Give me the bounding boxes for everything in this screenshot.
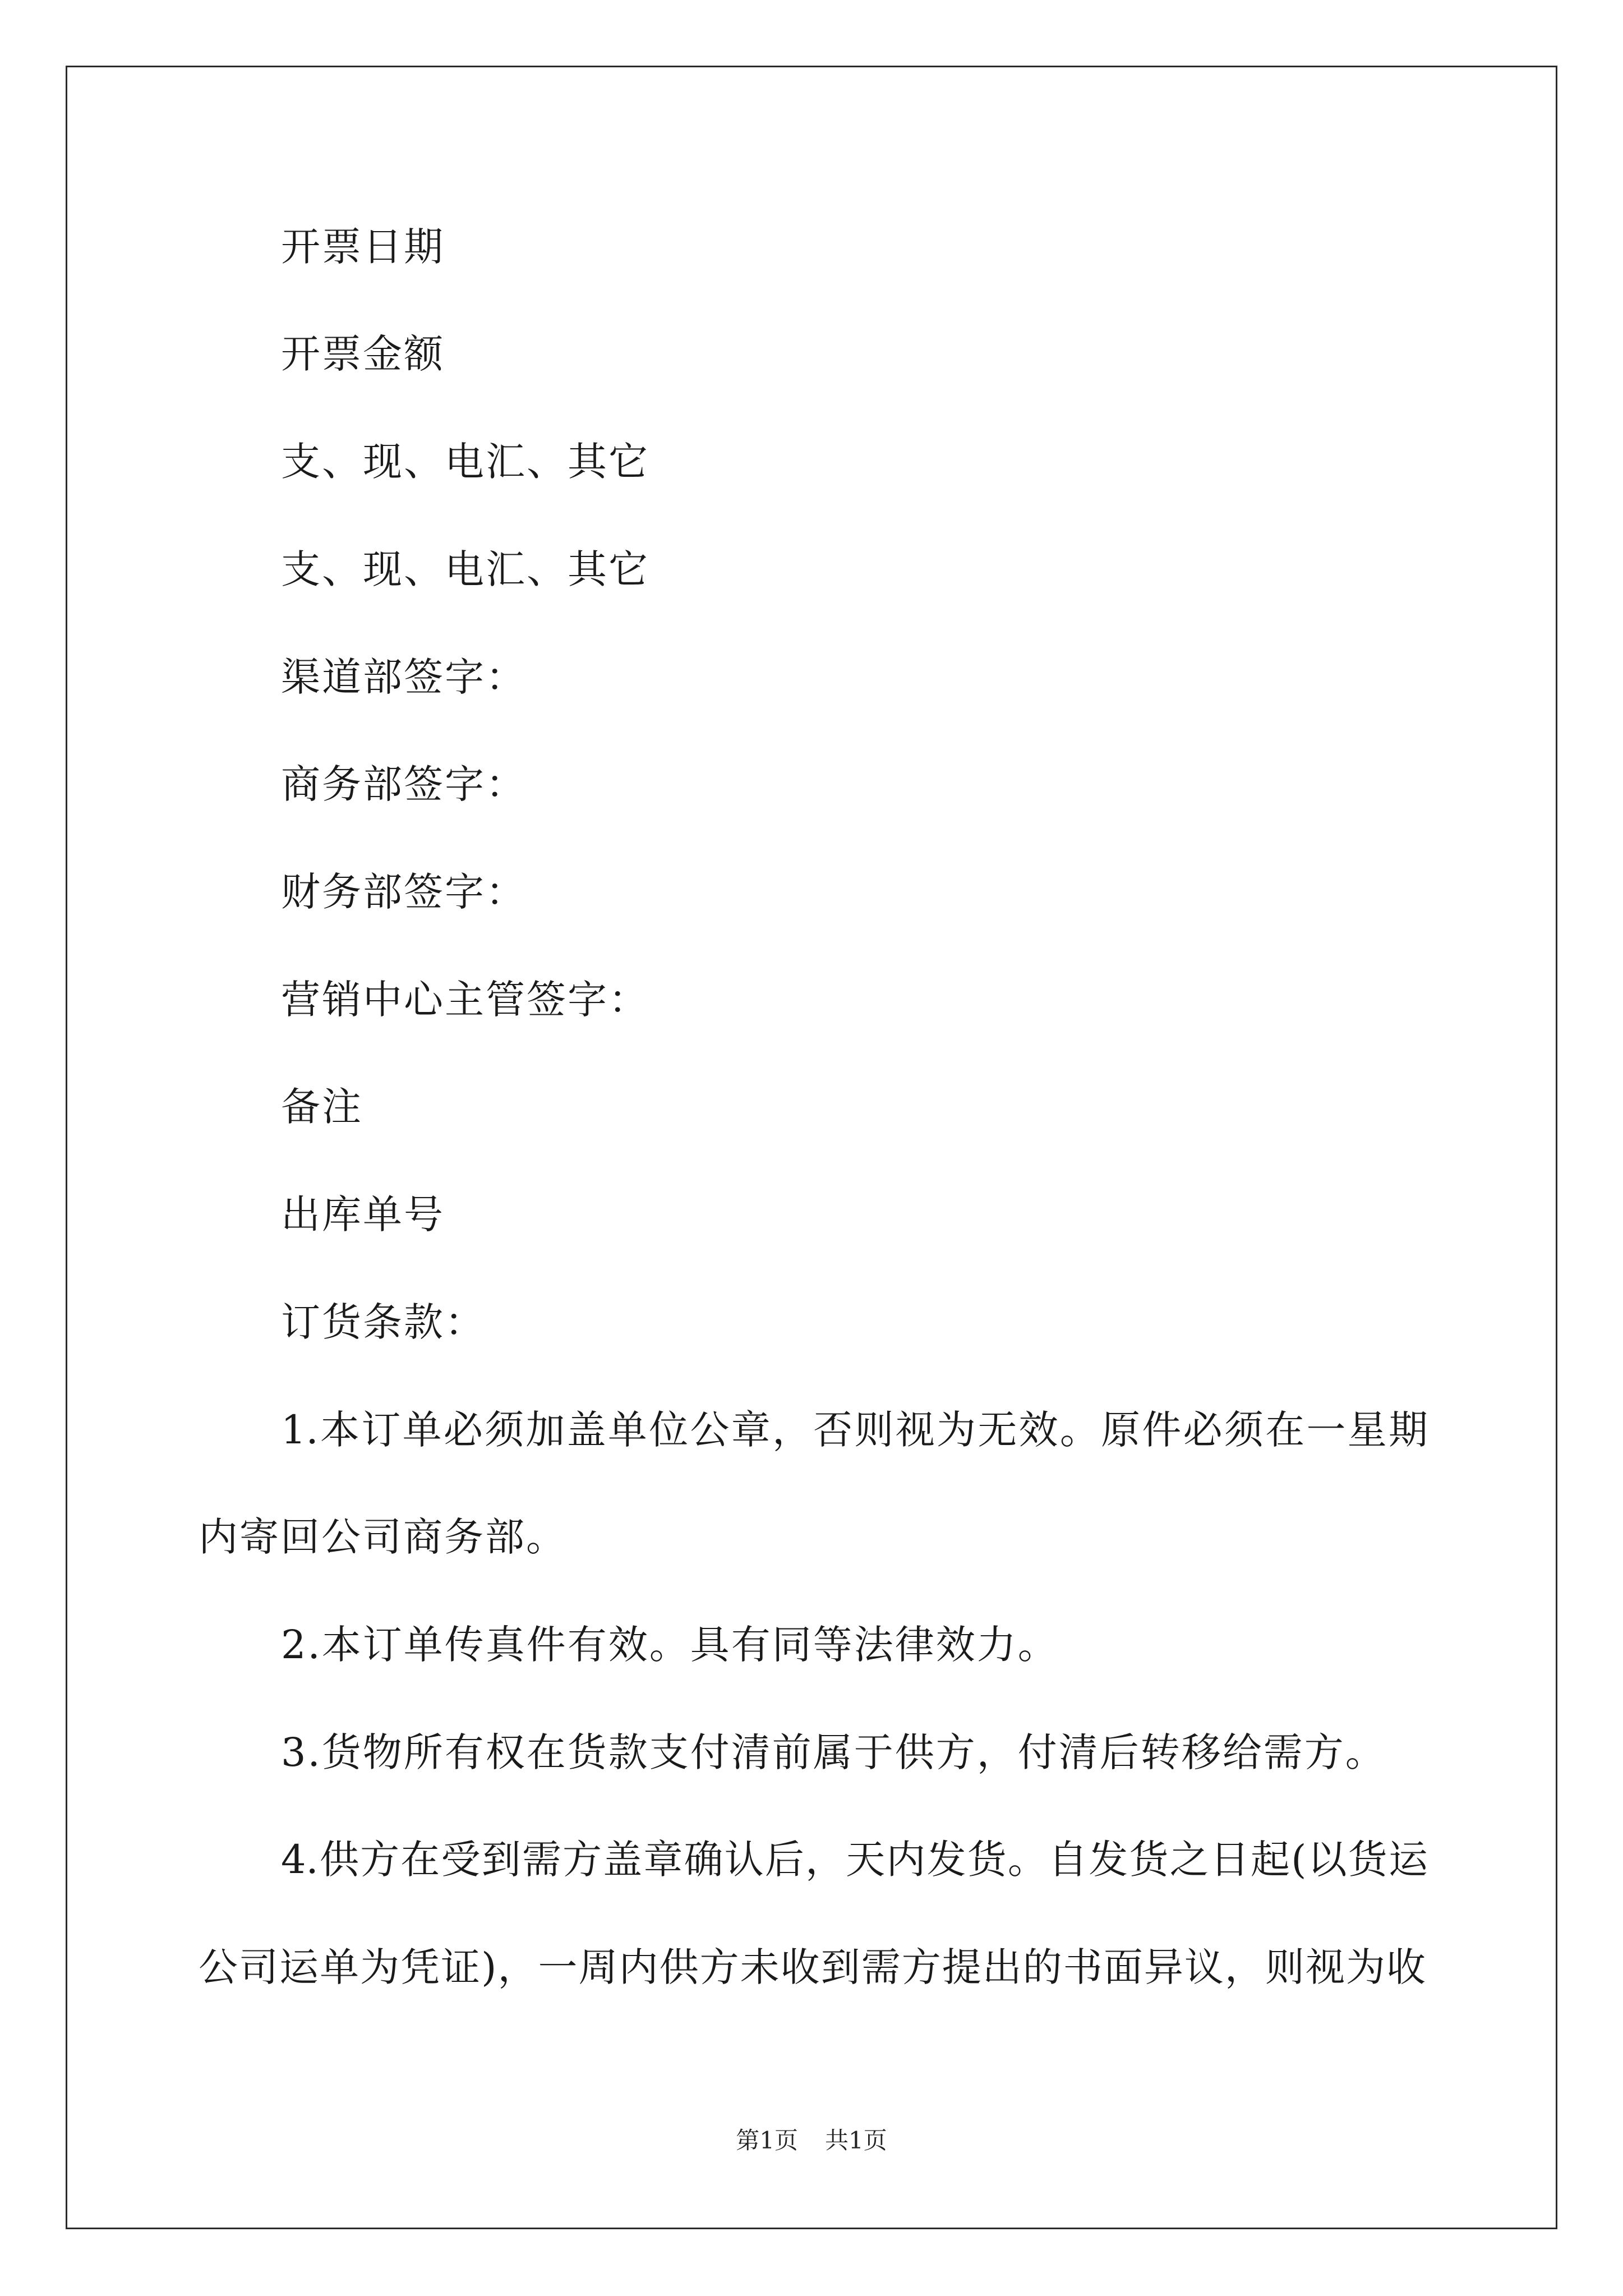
field-remarks: 备注 <box>281 1084 363 1130</box>
clause-4-continuation <box>199 1944 1426 1990</box>
page-total: 共1页 <box>825 2127 887 2154</box>
clause-1-continuation: 内寄回公司商务部。 <box>199 1514 567 1560</box>
clause-2: 2.本订单传真件有效。具有同等法律效力。 <box>281 1622 1059 1668</box>
field-outbound-order-number: 出库单号 <box>281 1191 445 1237</box>
clause-4 <box>281 1837 1428 1883</box>
page-number: 第1页 <box>736 2127 798 2154</box>
clause-4-line-1: 4.供方在受到需方盖章确认后，天内发货。自发货之日起(以货运 <box>281 1837 1428 1883</box>
field-payment-method-2: 支、现、电汇、其它 <box>281 546 649 592</box>
field-marketing-manager-signature: 营销中心主管签字： <box>281 977 649 1023</box>
field-business-signature: 商务部签字： <box>281 761 527 807</box>
order-terms-heading: 订货条款： <box>281 1299 486 1345</box>
field-payment-method-1: 支、现、电汇、其它 <box>281 439 649 485</box>
page-border <box>66 66 1557 2229</box>
clause-3: 3.货物所有权在货款支付清前属于供方，付清后转移给需方。 <box>281 1729 1386 1775</box>
field-invoice-date: 开票日期 <box>281 224 445 270</box>
clause-1-line-1: 1.本订单必须加盖单位公章，否则视为无效。原件必须在一星期 <box>281 1407 1428 1453</box>
field-finance-signature: 财务部签字： <box>281 869 527 915</box>
field-channel-signature: 渠道部签字： <box>281 654 527 700</box>
field-invoice-amount: 开票金额 <box>281 331 445 377</box>
page-footer <box>0 2122 1623 2156</box>
clause-4-line-2: 公司运单为凭证)，一周内供方未收到需方提出的书面异议，则视为收 <box>199 1944 1426 1990</box>
clause-1 <box>281 1407 1428 1453</box>
